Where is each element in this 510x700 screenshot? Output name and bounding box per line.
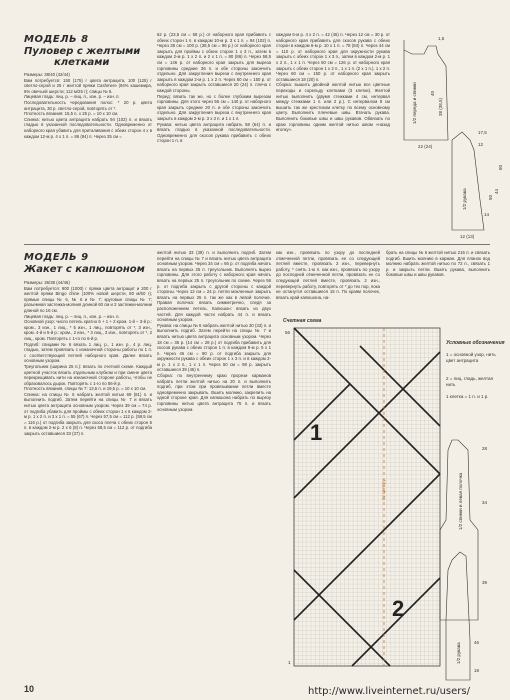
schematic9-sleeve-label: 1/2 рукава <box>456 642 461 664</box>
chart-row-top: 56 <box>285 330 291 335</box>
schematic8-sleeve-label: 1/2 рукава <box>462 188 467 210</box>
schematic8-m2: 40 <box>430 90 435 96</box>
schematic9-body <box>440 440 478 620</box>
schematic8-m6: 22 (24) <box>418 144 433 149</box>
chart-row-bottom: 1 <box>288 660 291 665</box>
schematic9-m1: 28 <box>482 446 488 451</box>
model8-title-line1: Пуловер с желтыми <box>24 46 141 57</box>
model8-title-line2: клетками <box>54 57 110 68</box>
schematic9-front-label: 1/2 спинки и левая полочка <box>458 472 463 530</box>
schematic9-m3: 39 <box>482 580 488 585</box>
model8-column-1: Размеры: 38/40 (42/44) Вам потребуется: 150 (175) г цвета антрацита, 100 (125) г светло-серой и 25 г желтой пряжи Cashmere (94% кашемира, 6% овечьей шерсти; 112 м/25 г); спицы № 5. Лицевая гладь: лиц. р. – лиц. п., изн. р. – изн. п. Последовательность чередования полос: * 20 р. цвета антрацита, 30 р. светло-серой, повторять от *. Плотность вязания: 15,5 п. х 25 р. = 10 х 10 см. Спинка: нитью цвета антрацита набрать 94 (102) п. и вязать гладью в указанной последовательности. Одновременно от наборного края убавить для приталивания с обеих сторон 4 х в каждом 12-м р. 4 х 1 п. = 86 (94) п. Через 25 см = <box>24 72 152 139</box>
schematic8-m3: 38 (38,5) <box>438 97 443 116</box>
chart-caption: Счетная схема <box>283 318 322 324</box>
source-url[interactable]: http://www.liveinternet.ru/users/ <box>308 686 470 697</box>
chart-number-1: 1 <box>310 420 323 445</box>
legend-item-3: 1 клетка = 1 п. и 1 р. <box>446 394 489 399</box>
legend-title: Условные обозначения <box>446 340 505 346</box>
legend-item-1: 1 = основной узор, нить цвет антрацита <box>446 352 496 363</box>
chart-center-label: по центру <box>381 479 386 500</box>
schematic8-m4: 17,5 <box>478 130 487 135</box>
schematic8-m5: 12 <box>478 142 484 147</box>
chart-number-2: 2 <box>392 596 405 621</box>
model9-column-4: брать на спицы № 6 желтой нитью 216 п. и связать подгиб. Вшить молнию в карман. Для планок вод молнию набрать желтой нитью по 72 п., связать 1 р. и закрыть петли. Вшить рукава, выполнить боковые швы и швы рукавов. <box>386 250 490 278</box>
schematic8-m1: 1,5 <box>438 36 445 41</box>
schematic9-m5: 18 <box>474 668 480 673</box>
model9-column-3: как изн., провязать по узору до последней отмеченной петли, провязать ее со следующей петлей вместе, провязать 2 изн., перевернуть работу, * снять 1-ю п. как изн., провязать по узору до последней отмеченной петли, провязать ее со следующей петлей вместе, провязать 2 изн., перевернуть работу, повторять от * до тех пор, пока не останутся оставшиеся 15 п. По краям полочек, вязать край капюшона, на- <box>276 250 380 300</box>
page-number: 10 <box>24 684 35 694</box>
schematic8-m9: 60 <box>498 164 503 170</box>
schematic8-front <box>404 40 448 140</box>
model9-column-2: желтой нитью 33 (39) п. и выполнить подгиб. Затем перейти на спицы № 7 и вязать нитью цвета антрацита основным узором. Через 34 см = 66 р. от подгиба начать вязать на первых 25 п. треугольник. Выполнять вырез горловины. Для этого работу с наборного края начать вязать на первых 25 п. треугольник по схеме. Через 56 р. от подгиба закрыть с другой стороны с каждой стороны. Через 12 см = 24 р. петли мокленныe закрыть вязать на первых 25 п. так же как в левой полочке. Правая полочка: вязать симметрично, следя за расположением петель. Капюшон: вязать из двух частей. Для каждой части набрать 44 п. и вязать основным узором. Рукава: на спицы № 6 набрать желтой нитью 30 (33) п. и выполнить подгиб. Затем перейти на спицы № 7 и вязать нитью цвета антрацита основным узором. Через 18 см = 36 р. (14 см = 28 р.) от подгиба прибавить для скосов рукава с обеих сторон 1 п. в каждом 8-м р. 5 х 1 п. Через 46 см = 90 р. от подгиба закрыть для окружности рукава с обеих сторон 1 х 3 п. и в каждом 2-м р. 1 х 2 п., 1 х 1 п. Через 50 см = 98 р. закрыть оставшиеся 39 (45) п. Сборка: по внутреннему краю прорези карманов набрать петли желтой нитью на 20 п. и выполнить подгиб, при этом при провязывании петли вместе одновременно закрывать. Вшить молнию, закрепить на одной стороне края. Для капюшона набрать по вырезу горловины нитью цвета антрацита 75 п. и вязать основным узором. <box>157 250 271 412</box>
model8-column-3: каждом 6-м р. 4 х 2 п. = 42 (45) п. Через 12 см = 30 р. от наборного края прибавить для скосов рукава с обеих сторон в каждом 6-м р. 10 х 1 п. = 78 (84) п. Через 44 см = 110 р. от наборного края для окружности рукава закрыть с обеих сторон 1 х 3 п., затем в каждом 2-м р. 1 х 2 п., 1 х 1 п. Через 50 см = 126 р. от наборного края закрыть с обеих сторон 1 х 2 п., 1 х 1 п. (2 х 1 п.), 1 х 2 п. Через 60 см = 150 р. от наборного края закрыть оставшиеся 18 (20) п. Сборка: вышить двойной желтой нитью все цветные переходы и сорельду клетками (3 клетки). Желтой нитью выполнить (двумя стежками 4 см, интервал между стежками 1 п. или 2 р.). С интервалом 8 см вышить так же крестиком клетку по всему основному цвету. Выполнить плечевые швы. Втачать рукава. Выполнить боковые швы и швы рукавов. Обвязать по краю горловины одним желтой нитью швом «назад иголку». <box>276 32 390 133</box>
schematic9-m4: 46 <box>474 640 480 645</box>
model9-number: МОДЕЛЬ 9 <box>24 252 89 263</box>
schematic8-m10: 14 <box>484 212 490 217</box>
schematic8-m7: 50 <box>488 194 493 200</box>
schematic9-m2: 34 <box>482 500 488 505</box>
schematic8-front-label: 1/2 переда и спинки <box>412 82 417 124</box>
model8-number: МОДЕЛЬ 8 <box>24 34 89 45</box>
model9-title: Жакет с капюшоном <box>24 264 145 275</box>
model9-column-1: Размеры: 36/38 (44/46) Вам потребуется: 900 (1000) г пряжи цвета антрацит и 200 г желтой пряжи Bingo chine (100% новой шерсти, 80 м/50 г); прямые спицы № 6, № 6 и № 7; круговые спицы № 7; разъемная застежка-молния длиной 60 см и 2 застежки-молнии длиной по 16 см. Лицевая гладь: лиц. р. – лиц. п., изн. р. – изн. п. Основной узор: число петель кратно 6 + 1 + 2 кром. 1-й – 3-й р.: кром., 3 изн., 1 лиц., * 5 изн., 1 лиц., повторять от *, 3 изн., кром. 4-й и 5-й р.: кром., 2 изн., * 3 лиц., 3 изн., повторять от *, 2 лиц., кром. Повторять с 1-го по 6-й р. Подгиб: спицами № 6 вязать 1 лиц. р., 1 изн. р., 4 р. лиц. гладью, затем провязать с изнаночной стороны работы по 1 п. с соответствующей петлей наборного края. Далее вязать основным узором. Треугольник (ширина 25 п.): вязать по счетной схеме. Каждый цветной участок вязать отдельным клубком и при смене цвета перекрещивать нити на изнаночной стороне работы, чтобы не образовалось дырок. Повторять с 1-го по 56-й р. Плотность вязания, спицы № 7: 13,5 п. и 19,5 р. = 10 х 10 см. Спинка: на спицы № 6 набрать желтой нитью 69 (81) п. и выполнить подгиб. Затем перейти на спицы № 7 и вязать нитью цвета антрацита основным узором. Через 39 см = 74 р. от подгиба убавить для проймы с обеих сторон 1 х в каждом 2-м р. 1 х 2 п. и 3 х 1 п. = 55 (67) п. Через 57,5 см = 112 р. (59,5 см = 116 р.) от подгиба закрыть для скоса плеча с обеих сторон 5 п. в каждом 2-м р. 2 х 6 (8) п. Через 58,5 см = 112 р. от подгиба закрыть оставшиеся 33 (37) п. <box>24 280 152 437</box>
legend-item-2: 2 = лиц. гладь, желтая нить <box>446 376 493 387</box>
model8-column-2: 62 р. (23,5 см = 58 р.) от наборного края прибавить с обеих сторон 1 п. в каждом 10-м р. 3 х 1 п. = 94 (102) п. Через 38 см = 100 р. (38,5 см = 96 р.) от наборного края закрыть для проймы с обеих сторон 1 х 3 п., затем в каждом 2-м р. 1 х 2 п. и 2 х 1 п. = 80 (86) п. Через 58,5 см = 146 р. от наборного края закрыть для выреза горловины средние 36 п. и обе стороны закончить отдельно. Для закругления выреза с внутреннего края закрыть в каждом 2-м р. 1 х 2 п. Через 60 см = 150 р. от наборного края закрыть оставшиеся 20 (24) п. плеча с каждой стороны. Перед: вязать так же, но с более глубоким вырезом горловины. Для этого через 56 см = 140 р. от наборного края закрыть средние 20 п. и обе стороны закончить отдельно. Для закругления выреза с внутреннего края закрыть в каждом 2-м р. 3 х 3 п. и 1 х 1 п. Рукава: нитью цвета антрацита набрать 58 (64) п. и вязать гладью в указанной последовательности. Одновременно для скосов рукава прибавить с обеих сторон 1 п. в <box>157 32 271 144</box>
schematic8-m8: 44 <box>494 188 499 194</box>
schematic8-m11: 12 (13) <box>460 234 475 239</box>
